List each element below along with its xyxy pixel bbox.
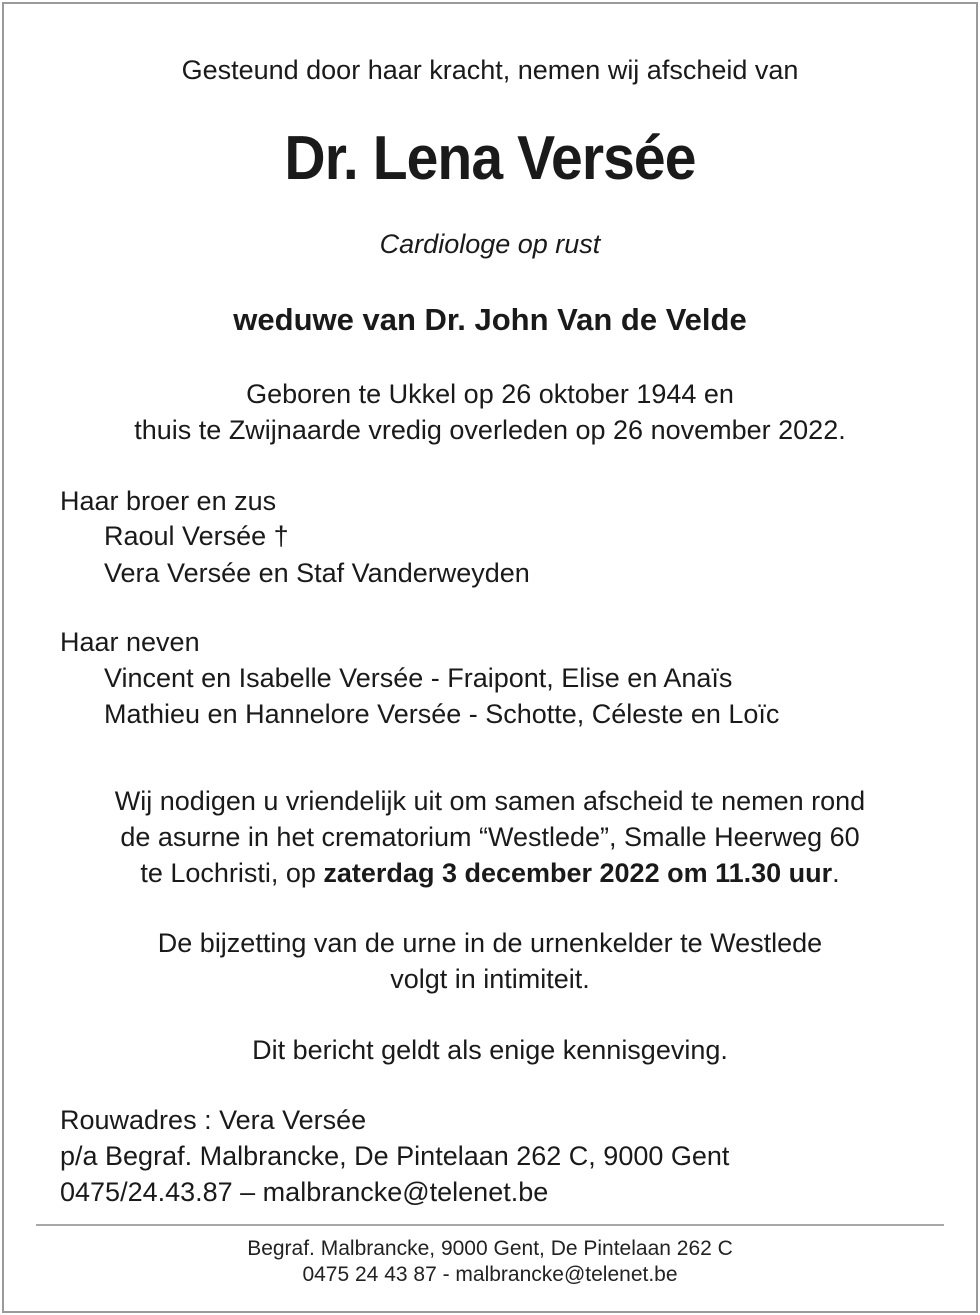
footer-line-2: 0475 24 43 87 - malbrancke@telenet.be: [302, 1263, 678, 1286]
notice-text: Dit bericht geldt als enige kennisgeving.: [252, 1035, 728, 1065]
invitation-line-3-suffix: .: [832, 858, 840, 888]
address-line-2: p/a Begraf. Malbrancke, De Pintelaan 262 C, 9000 Gent: [60, 1141, 730, 1171]
address-line-3: 0475/24.43.87 – malbrancke@telenet.be: [60, 1177, 549, 1207]
burial-line-2: volgt in intimiteit.: [390, 964, 590, 994]
sibling-item: Raoul Versée †: [104, 521, 289, 551]
intro-text: Gesteund door haar kracht, nemen wij afscheid van: [181, 55, 799, 85]
burial-line-1: De bijzetting van de urne in de urnenkelder te Westlede: [157, 928, 823, 958]
siblings-heading: Haar broer en zus: [60, 486, 277, 516]
footer-line-1: Begraf. Malbrancke, 9000 Gent, De Pintelaan 262 C: [247, 1237, 733, 1260]
burial-text: [0, 925, 980, 997]
birth-line-1: Geboren te Ukkel op 26 oktober 1944 en: [246, 379, 734, 409]
mourning-address: [60, 1102, 729, 1210]
nephews-heading: Haar neven: [60, 627, 200, 657]
ceremony-datetime: zaterdag 3 december 2022 om 11.30 uur: [323, 858, 833, 888]
invitation-line-1: Wij nodigen u vriendelijk uit om samen afscheid te nemen rond: [114, 786, 866, 816]
invitation-line-3-prefix: te Lochristi, op: [140, 858, 324, 888]
nephew-item: Mathieu en Hannelore Versée - Schotte, Céleste en Loïc: [104, 699, 780, 729]
invitation-line-2: de asurne in het crematorium “Westlede”, Smalle Heerweg 60: [120, 822, 860, 852]
invitation-text: [0, 783, 980, 891]
sibling-item: Vera Versée en Staf Vanderweyden: [104, 558, 530, 588]
footer-divider: [36, 1224, 944, 1226]
profession-text: Cardiologe op rust: [379, 229, 601, 259]
address-line-1: Rouwadres : Vera Versée: [60, 1105, 367, 1135]
birth-death-text: [0, 376, 980, 448]
birth-line-2: thuis te Zwijnaarde vredig overleden op 26 november 2022.: [134, 415, 846, 445]
widow-line: weduwe van Dr. John Van de Velde: [233, 302, 747, 337]
undertaker-footer: [0, 1236, 980, 1288]
deceased-name: Dr. Lena Versée: [284, 124, 696, 193]
nephew-item: Vincent en Isabelle Versée - Fraipont, Elise en Anaïs: [104, 663, 733, 693]
invitation-line-3: [0, 855, 980, 891]
